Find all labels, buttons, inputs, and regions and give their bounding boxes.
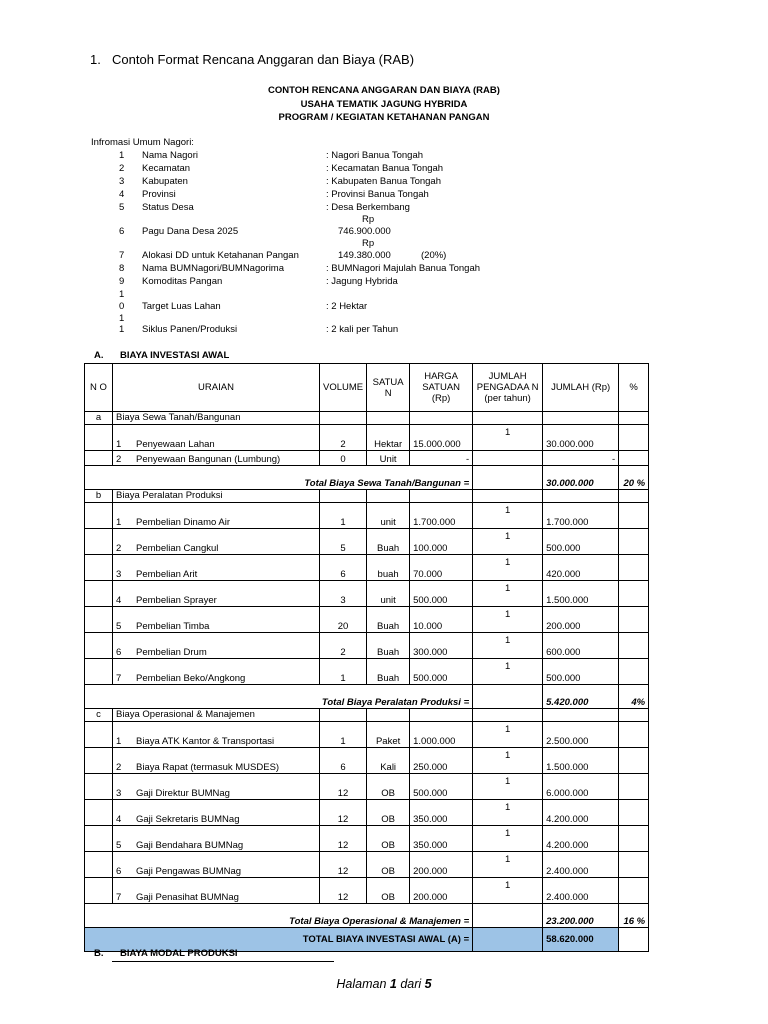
table-row (85, 800, 649, 826)
item-persen (619, 852, 649, 878)
item-volume: 1 (320, 503, 367, 529)
item-no: 1 (116, 439, 122, 450)
info-label: Status Desa (142, 202, 194, 213)
group-title: Biaya Sewa Tanah/Bangunan (113, 412, 320, 425)
item-pengadaan: 1 (473, 425, 543, 451)
rab-title-line-3: PROGRAM / KEGIATAN KETAHANAN PANGAN (278, 112, 490, 123)
item-uraian-cell (113, 451, 320, 466)
item-satuan: Buah (367, 633, 410, 659)
empty-cell (473, 466, 543, 490)
item-harga: 200.000 (410, 878, 473, 904)
item-uraian: Pembelian Dinamo Air (136, 517, 230, 528)
empty-cell (473, 928, 543, 952)
info-no: 7 (119, 250, 125, 261)
item-jumlah: 420.000 (543, 555, 619, 581)
item-persen (619, 555, 649, 581)
item-pengadaan: 1 (473, 748, 543, 774)
item-satuan: OB (367, 852, 410, 878)
pagu-amount: 746.900.000 (338, 226, 391, 237)
item-pengadaan: 1 (473, 633, 543, 659)
group-header-row (85, 490, 649, 503)
empty-cell (320, 490, 367, 503)
info-no: 4 (119, 189, 125, 200)
item-jumlah: 2.400.000 (543, 852, 619, 878)
group-total-percent: 16 % (619, 904, 649, 928)
item-persen (619, 774, 649, 800)
empty-cell (85, 774, 113, 800)
empty-cell (85, 633, 113, 659)
item-pengadaan: 1 (473, 774, 543, 800)
heading-number: 1. (90, 52, 101, 67)
info-no: 1 (119, 313, 125, 324)
table-row (85, 722, 649, 748)
item-no: 5 (116, 840, 122, 851)
header-jumlah: JUMLAH (Rp) (543, 364, 619, 412)
rab-table (84, 363, 649, 952)
info-label: Kabupaten (142, 176, 188, 187)
item-volume: 6 (320, 555, 367, 581)
item-persen (619, 607, 649, 633)
footer-page: 1 (389, 977, 397, 991)
item-satuan: OB (367, 878, 410, 904)
item-uraian: Gaji Pengawas BUMNag (136, 866, 242, 877)
item-uraian: Penyewaan Bangunan (Lumbung) (136, 454, 281, 465)
empty-cell (85, 529, 113, 555)
item-no: 7 (116, 673, 122, 684)
group-code: c (85, 709, 113, 722)
info-no: 5 (119, 202, 125, 213)
item-pengadaan: 1 (473, 607, 543, 633)
header-satuan: SATUA N (367, 364, 410, 412)
item-uraian-cell (113, 774, 320, 800)
empty-cell (473, 412, 543, 425)
rab-table-body (85, 412, 649, 952)
item-volume: 12 (320, 878, 367, 904)
table-header-row (85, 364, 649, 412)
item-harga: 1.000.000 (410, 722, 473, 748)
empty-cell (619, 709, 649, 722)
section-b-title: BIAYA MODAL PRODUKSI (120, 948, 238, 959)
group-total-label: Total Biaya Sewa Tanah/Bangunan = (85, 466, 473, 490)
item-persen (619, 748, 649, 774)
item-jumlah: 2.400.000 (543, 878, 619, 904)
empty-cell (85, 722, 113, 748)
item-jumlah: 1.500.000 (543, 581, 619, 607)
info-label: Provinsi (142, 189, 176, 200)
group-header-row (85, 412, 649, 425)
item-harga: 70.000 (410, 555, 473, 581)
item-harga: 300.000 (410, 633, 473, 659)
empty-cell (85, 581, 113, 607)
item-persen (619, 451, 649, 466)
item-satuan: OB (367, 826, 410, 852)
item-uraian: Gaji Bendahara BUMNag (136, 840, 244, 851)
table-row (85, 451, 649, 466)
table-row (85, 852, 649, 878)
item-no: 2 (116, 762, 122, 773)
group-total-row (85, 685, 649, 709)
item-satuan: Buah (367, 607, 410, 633)
section-a-letter: A. (94, 350, 104, 361)
item-volume: 0 (320, 451, 367, 466)
group-code: a (85, 412, 113, 425)
table-row (85, 503, 649, 529)
item-volume: 20 (320, 607, 367, 633)
item-pengadaan: 1 (473, 852, 543, 878)
item-harga: 10.000 (410, 607, 473, 633)
item-uraian: Pembelian Beko/Angkong (136, 673, 246, 684)
item-uraian-cell (113, 581, 320, 607)
header-no: N O (85, 364, 113, 412)
item-volume: 5 (320, 529, 367, 555)
item-persen (619, 826, 649, 852)
empty-cell (543, 709, 619, 722)
info-value: : Kecamatan Banua Tongah (326, 163, 444, 174)
item-persen (619, 503, 649, 529)
item-uraian-cell (113, 852, 320, 878)
item-no: 4 (116, 595, 122, 606)
item-pengadaan: 1 (473, 581, 543, 607)
empty-cell (85, 826, 113, 852)
item-satuan: Kali (367, 748, 410, 774)
alokasi-rp: Rp (362, 238, 375, 249)
item-satuan: OB (367, 800, 410, 826)
empty-cell (473, 709, 543, 722)
item-satuan: Hektar (367, 425, 410, 451)
info-no: 1 (119, 150, 125, 161)
empty-cell (85, 852, 113, 878)
item-volume: 12 (320, 774, 367, 800)
table-row (85, 748, 649, 774)
group-total-row (85, 904, 649, 928)
empty-cell (320, 709, 367, 722)
footer-prefix: Halaman (336, 977, 387, 991)
item-uraian: Pembelian Cangkul (136, 543, 219, 554)
item-satuan: buah (367, 555, 410, 581)
item-no: 3 (116, 569, 122, 580)
table-row (85, 581, 649, 607)
group-code: b (85, 490, 113, 503)
grand-total-label: TOTAL BIAYA INVESTASI AWAL (A) = (85, 928, 473, 952)
item-uraian: Pembelian Timba (136, 621, 210, 632)
empty-cell (473, 490, 543, 503)
group-total-percent: 4% (619, 685, 649, 709)
group-total-label: Total Biaya Operasional & Manajemen = (85, 904, 473, 928)
item-jumlah: 4.200.000 (543, 800, 619, 826)
info-label: Nama Nagori (142, 150, 198, 161)
item-persen (619, 633, 649, 659)
footer-total: 5 (424, 977, 432, 991)
empty-cell (85, 800, 113, 826)
item-satuan: OB (367, 774, 410, 800)
item-uraian: Penyewaan Lahan (136, 439, 215, 450)
empty-cell (410, 490, 473, 503)
info-label: Target Luas Lahan (142, 301, 221, 312)
header-volume: VOLUME (320, 364, 367, 412)
item-persen (619, 581, 649, 607)
item-uraian: Pembelian Arit (136, 569, 198, 580)
empty-cell (85, 503, 113, 529)
item-volume: 3 (320, 581, 367, 607)
item-harga: 100.000 (410, 529, 473, 555)
group-title: Biaya Peralatan Produksi (113, 490, 320, 503)
item-uraian-cell (113, 425, 320, 451)
item-uraian: Gaji Direktur BUMNag (136, 788, 230, 799)
item-no: 2 (116, 543, 122, 554)
empty-cell (85, 425, 113, 451)
item-harga: 350.000 (410, 800, 473, 826)
info-no: 3 (119, 176, 125, 187)
item-harga: 500.000 (410, 581, 473, 607)
item-harga: 500.000 (410, 774, 473, 800)
item-jumlah: 2.500.000 (543, 722, 619, 748)
item-pengadaan: 1 (473, 826, 543, 852)
empty-cell (410, 412, 473, 425)
item-uraian: Gaji Penasihat BUMNag (136, 892, 239, 903)
item-volume: 12 (320, 826, 367, 852)
footer-middle: dari (400, 977, 422, 991)
table-row (85, 878, 649, 904)
info-no: 8 (119, 263, 125, 274)
item-jumlah: 1.700.000 (543, 503, 619, 529)
item-no: 2 (116, 454, 122, 465)
item-jumlah: 6.000.000 (543, 774, 619, 800)
item-uraian-cell (113, 800, 320, 826)
section-a-heading (94, 350, 229, 361)
item-no: 7 (116, 892, 122, 903)
item-uraian: Biaya ATK Kantor & Transportasi (136, 736, 275, 747)
empty-cell (367, 709, 410, 722)
item-no: 3 (116, 788, 122, 799)
item-pengadaan: 1 (473, 878, 543, 904)
info-no: 1 (119, 289, 125, 300)
item-uraian: Gaji Sekretaris BUMNag (136, 814, 240, 825)
group-title: Biaya Operasional & Manajemen (113, 709, 320, 722)
empty-cell (367, 490, 410, 503)
alokasi-percent: (20%) (421, 250, 447, 261)
group-total-value: 5.420.000 (543, 685, 619, 709)
table-row (85, 555, 649, 581)
item-uraian-cell (113, 826, 320, 852)
item-uraian-cell (113, 659, 320, 685)
item-satuan: Unit (367, 451, 410, 466)
item-satuan: unit (367, 581, 410, 607)
empty-cell (410, 709, 473, 722)
document-heading (90, 52, 414, 67)
item-volume: 12 (320, 800, 367, 826)
item-pengadaan: 1 (473, 722, 543, 748)
rab-title-line-1: CONTOH RENCANA ANGGARAN DAN BIAYA (RAB) (268, 85, 500, 96)
empty-cell (619, 490, 649, 503)
info-value: : Provinsi Banua Tongah (326, 189, 429, 200)
alokasi-amount: 149.380.000 (338, 250, 391, 261)
table-row (85, 633, 649, 659)
item-jumlah: 4.200.000 (543, 826, 619, 852)
section-b-heading (94, 948, 238, 959)
empty-cell (85, 607, 113, 633)
group-total-value: 30.000.000 (543, 466, 619, 490)
empty-cell (320, 412, 367, 425)
info-value: : 2 Hektar (326, 301, 368, 312)
item-satuan: unit (367, 503, 410, 529)
item-persen (619, 722, 649, 748)
info-no: 1 (119, 324, 125, 335)
item-persen (619, 659, 649, 685)
item-uraian-cell (113, 529, 320, 555)
item-harga: 200.000 (410, 852, 473, 878)
table-row (85, 425, 649, 451)
empty-cell (85, 878, 113, 904)
empty-cell (619, 412, 649, 425)
item-uraian-cell (113, 748, 320, 774)
header-persen: % (619, 364, 649, 412)
empty-cell (85, 748, 113, 774)
item-jumlah: - (543, 451, 619, 466)
item-persen (619, 529, 649, 555)
item-volume: 1 (320, 722, 367, 748)
info-label: Kecamatan (142, 163, 191, 174)
info-value: : Desa Berkembang (326, 202, 410, 213)
info-value: : Kabupaten Banua Tongah (326, 176, 441, 187)
item-pengadaan: 1 (473, 529, 543, 555)
item-no: 4 (116, 814, 122, 825)
empty-cell (473, 685, 543, 709)
table-row (85, 826, 649, 852)
info-title: Infromasi Umum Nagori: (91, 137, 194, 148)
item-pengadaan (473, 451, 543, 466)
table-row (85, 659, 649, 685)
empty-cell (619, 928, 649, 952)
info-value: : Nagori Banua Tongah (326, 150, 424, 161)
info-label: Siklus Panen/Produksi (142, 324, 238, 335)
item-jumlah: 500.000 (543, 659, 619, 685)
rab-title-line-2: USAHA TEMATIK JAGUNG HYBRIDA (300, 98, 468, 110)
item-no: 5 (116, 621, 122, 632)
item-pengadaan: 1 (473, 659, 543, 685)
group-total-label: Total Biaya Peralatan Produksi = (85, 685, 473, 709)
empty-cell (473, 904, 543, 928)
group-total-percent: 20 % (619, 466, 649, 490)
info-value: : BUMNagori Majulah Banua Tongah (326, 263, 481, 274)
group-total-row (85, 466, 649, 490)
item-volume: 1 (320, 659, 367, 685)
item-harga: - (410, 451, 473, 466)
info-no: 0 (119, 301, 125, 312)
section-b-letter: B. (94, 948, 104, 959)
item-uraian: Pembelian Sprayer (136, 595, 217, 606)
heading-text: Contoh Format Rencana Anggaran dan Biaya (RAB) (112, 52, 415, 67)
item-satuan: Buah (367, 529, 410, 555)
info-no: 6 (119, 226, 125, 237)
header-uraian: URAIAN (113, 364, 320, 412)
header-pengadaan: JUMLAH PENGADAA N (per tahun) (473, 364, 543, 412)
table-row (85, 607, 649, 633)
item-persen (619, 878, 649, 904)
item-satuan: Paket (367, 722, 410, 748)
empty-cell (85, 451, 113, 466)
item-harga: 1.700.000 (410, 503, 473, 529)
item-uraian-cell (113, 878, 320, 904)
grand-total-value: 58.620.000 (543, 928, 619, 952)
item-uraian-cell (113, 722, 320, 748)
table-row (85, 774, 649, 800)
item-pengadaan: 1 (473, 503, 543, 529)
item-jumlah: 1.500.000 (543, 748, 619, 774)
item-pengadaan: 1 (473, 555, 543, 581)
pagu-rp: Rp (362, 214, 375, 225)
item-no: 1 (116, 517, 122, 528)
info-label: Nama BUMNagori/BUMNagorima (142, 263, 285, 274)
item-jumlah: 600.000 (543, 633, 619, 659)
item-no: 6 (116, 866, 122, 877)
item-jumlah: 30.000.000 (543, 425, 619, 451)
group-header-row (85, 709, 649, 722)
empty-cell (85, 555, 113, 581)
empty-cell (85, 659, 113, 685)
item-uraian-cell (113, 555, 320, 581)
item-harga: 500.000 (410, 659, 473, 685)
table-row (85, 529, 649, 555)
item-uraian-cell (113, 607, 320, 633)
item-volume: 6 (320, 748, 367, 774)
item-harga: 250.000 (410, 748, 473, 774)
item-jumlah: 500.000 (543, 529, 619, 555)
item-no: 1 (116, 736, 122, 747)
item-volume: 2 (320, 633, 367, 659)
empty-cell (543, 412, 619, 425)
item-persen (619, 425, 649, 451)
info-no: 2 (119, 163, 125, 174)
item-jumlah: 200.000 (543, 607, 619, 633)
item-satuan: Buah (367, 659, 410, 685)
info-value: : Jagung Hybrida (326, 276, 398, 287)
item-volume: 2 (320, 425, 367, 451)
item-uraian-cell (113, 633, 320, 659)
info-value: : 2 kali per Tahun (326, 324, 399, 335)
item-no: 6 (116, 647, 122, 658)
info-label: Pagu Dana Desa 2025 (142, 226, 239, 237)
item-uraian: Biaya Rapat (termasuk MUSDES) (136, 762, 280, 773)
section-b-underline (112, 961, 334, 962)
item-pengadaan: 1 (473, 800, 543, 826)
item-harga: 350.000 (410, 826, 473, 852)
info-label: Komoditas Pangan (142, 276, 223, 287)
empty-cell (367, 412, 410, 425)
item-uraian: Pembelian Drum (136, 647, 207, 658)
section-a-title: BIAYA INVESTASI AWAL (120, 350, 230, 361)
info-label: Alokasi DD untuk Ketahanan Pangan (142, 250, 299, 261)
item-volume: 12 (320, 852, 367, 878)
item-harga: 15.000.000 (410, 425, 473, 451)
header-harga: HARGA SATUAN (Rp) (410, 364, 473, 412)
group-total-value: 23.200.000 (543, 904, 619, 928)
rab-titles (0, 84, 768, 125)
page-footer (0, 977, 768, 991)
info-no: 9 (119, 276, 125, 287)
item-uraian-cell (113, 503, 320, 529)
empty-cell (543, 490, 619, 503)
item-persen (619, 800, 649, 826)
